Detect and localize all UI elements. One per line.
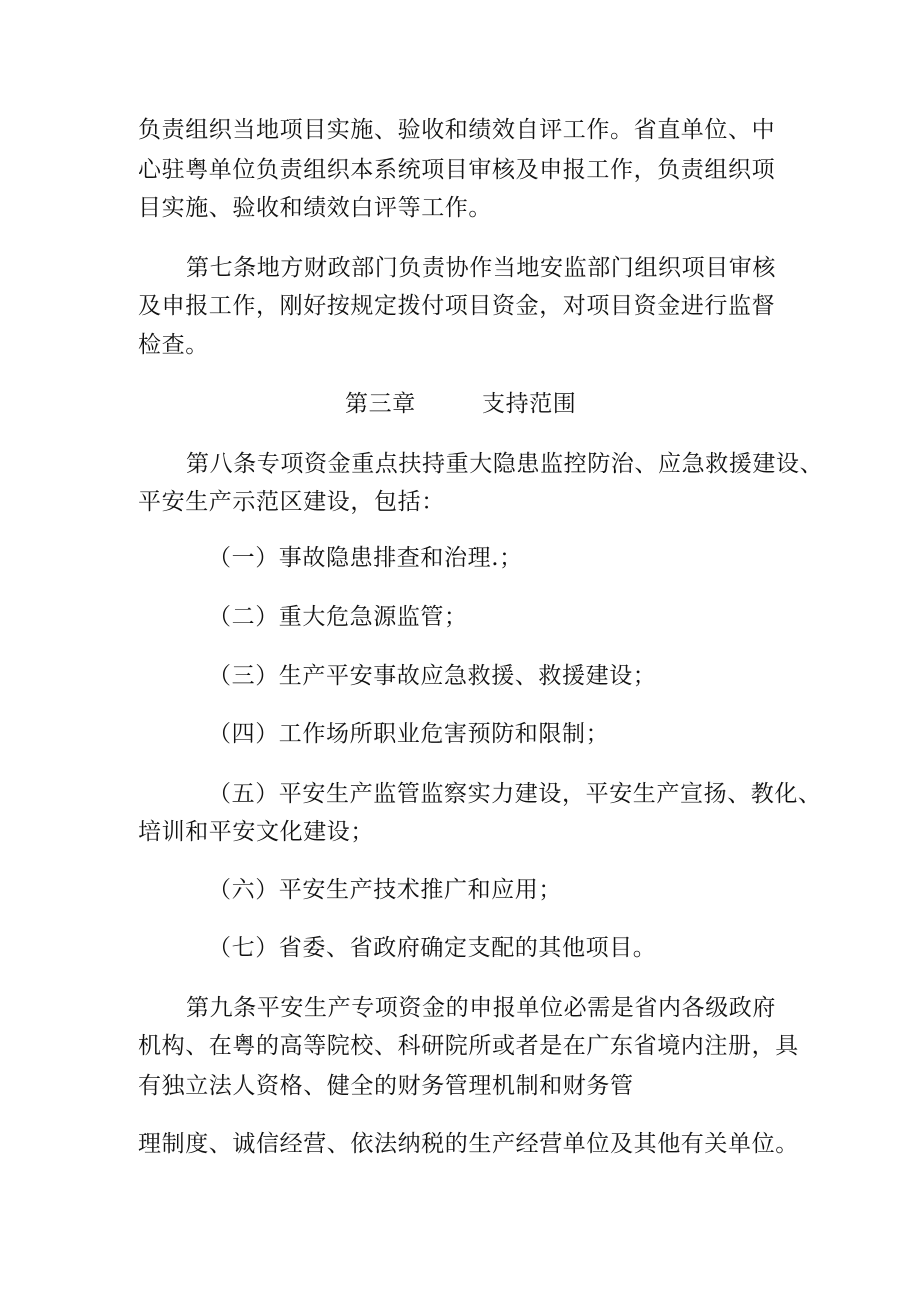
list-item: （七）省委、省政府确定支配的其他项目。 xyxy=(208,935,657,961)
paragraph-line: 心驻粤单位负责组织本系统项目审核及申报工作，负责组织项 xyxy=(138,157,776,183)
list-item: （三）生产平安事故应急救援、救援建设； xyxy=(208,663,657,689)
article-9-line: 第九条平安生产专项资金的申报单位必需是省内各级政府 xyxy=(186,995,776,1021)
list-item: （四）工作场所职业危害预防和限制； xyxy=(208,721,610,747)
article-8-line: 第八条专项资金重点扶持重大隐患监控防治、应急救援建设、 xyxy=(186,451,824,477)
list-item: （二）重大危急源监管； xyxy=(208,604,468,630)
article-9-line: 有独立法人资格、健全的财务管理机制和财务管 xyxy=(138,1073,634,1099)
list-item: （五）平安生产监管监察实力建设，平安生产宣扬、教化、 xyxy=(208,781,822,807)
list-item: （一）事故隐患排查和治理.； xyxy=(208,545,523,571)
paragraph-line: 负责组织当地项目实施、验收和绩效自评工作。省直单位、中 xyxy=(138,117,776,143)
article-9-line: 理制度、诚信经营、依法纳税的生产经营单位及其他有关单位。 xyxy=(138,1131,799,1157)
article-7-line: 检查。 xyxy=(138,332,209,358)
chapter-number: 第三章 xyxy=(345,391,416,417)
list-item-continuation: 培训和平安文化建设； xyxy=(138,819,374,845)
paragraph-line: 目实施、验收和绩效白评等工作。 xyxy=(138,195,492,221)
list-item: （六）平安生产技术推广和应用； xyxy=(208,877,562,903)
article-7-line: 第七条地方财政部门负责协作当地安监部门组织项目审核 xyxy=(186,255,776,281)
chapter-title: 支持范围 xyxy=(482,391,577,417)
article-8-line: 平安生产示范区建设，包括： xyxy=(138,489,445,515)
article-7-line: 及申报工作，刚好按规定拨付项目资金，对项目资金进行监督 xyxy=(138,293,776,319)
article-9-line: 机构、在粤的高等院校、科研院所或者是在广东省境内注册，具 xyxy=(138,1033,799,1059)
